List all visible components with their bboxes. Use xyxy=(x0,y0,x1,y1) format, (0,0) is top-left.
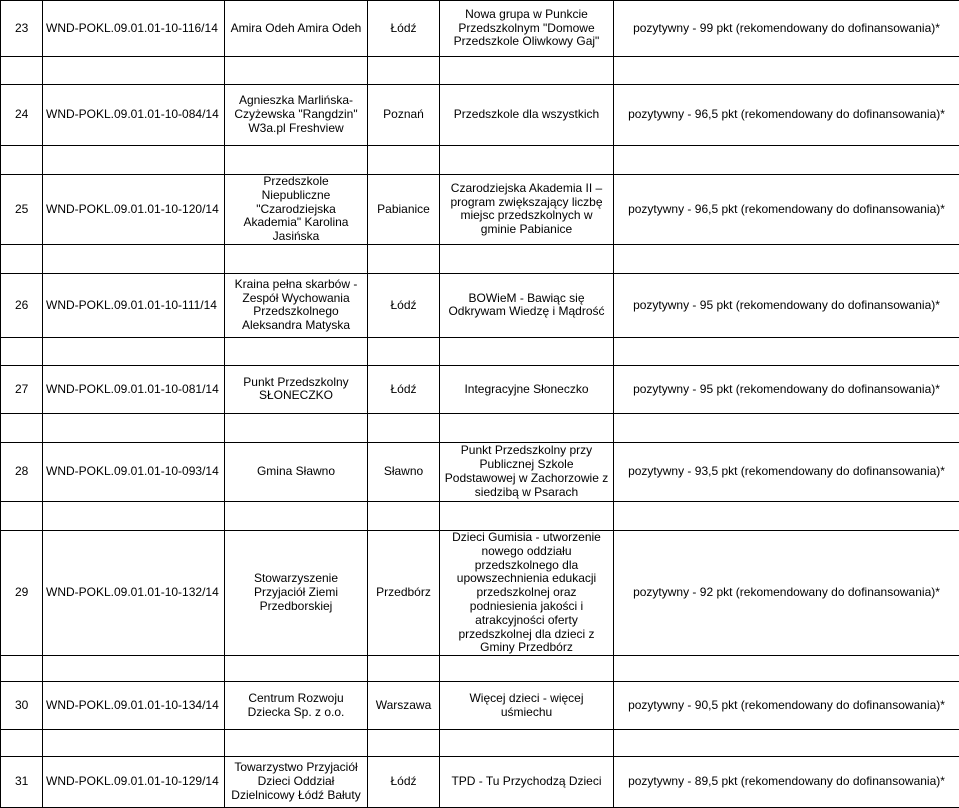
table-row xyxy=(1,442,959,501)
spacer-cell xyxy=(440,413,614,442)
spacer-cell xyxy=(43,730,225,757)
spacer-cell xyxy=(440,337,614,365)
applicant-name: Punkt Przedszkolny SŁONECZKO xyxy=(225,365,368,413)
project-title: Punkt Przedszkolny przy Publicznej Szkole Podstawowej w Zachorzowie z siedzibą w Psarach xyxy=(440,442,614,501)
evaluation-result: pozytywny - 96,5 pkt (rekomendowany do dofinansowania)* xyxy=(614,175,959,245)
spacer-cell xyxy=(225,656,368,682)
applicant-name: Gmina Sławno xyxy=(225,442,368,501)
spacer-cell xyxy=(1,337,43,365)
spacer-cell xyxy=(614,146,959,175)
table-row xyxy=(1,365,959,413)
project-title: Integracyjne Słoneczko xyxy=(440,365,614,413)
spacer-cell xyxy=(440,656,614,682)
row-number: 31 xyxy=(1,757,43,808)
spacer-cell xyxy=(440,501,614,530)
application-number: WND-POKL.09.01.01-10-084/14 xyxy=(43,85,225,146)
spacer-cell xyxy=(43,413,225,442)
spacer-cell xyxy=(614,413,959,442)
spacer-cell xyxy=(614,501,959,530)
row-spacer xyxy=(1,730,959,757)
row-spacer xyxy=(1,146,959,175)
applicant-name: Stowarzyszenie Przyjaciół Ziemi Przedborskiej xyxy=(225,530,368,655)
spacer-cell xyxy=(225,337,368,365)
row-spacer xyxy=(1,413,959,442)
spacer-cell xyxy=(1,730,43,757)
spacer-cell xyxy=(225,413,368,442)
table-row xyxy=(1,273,959,337)
spacer-cell xyxy=(43,57,225,85)
spacer-cell xyxy=(43,501,225,530)
applicant-city: Przedbórz xyxy=(368,530,440,655)
applicant-name: Amira Odeh Amira Odeh xyxy=(225,1,368,57)
applicant-name: Centrum Rozwoju Dziecka Sp. z o.o. xyxy=(225,682,368,730)
application-number: WND-POKL.09.01.01-10-093/14 xyxy=(43,442,225,501)
spacer-cell xyxy=(225,146,368,175)
evaluation-result: pozytywny - 95 pkt (rekomendowany do dofinansowania)* xyxy=(614,365,959,413)
applicant-city: Łódź xyxy=(368,1,440,57)
spacer-cell xyxy=(225,57,368,85)
spacer-cell xyxy=(614,337,959,365)
row-number: 26 xyxy=(1,273,43,337)
project-title: TPD - Tu Przychodzą Dzieci xyxy=(440,757,614,808)
spacer-cell xyxy=(43,337,225,365)
spacer-cell xyxy=(368,146,440,175)
evaluation-result: pozytywny - 89,5 pkt (rekomendowany do dofinansowania)* xyxy=(614,757,959,808)
row-number: 24 xyxy=(1,85,43,146)
table-row xyxy=(1,530,959,655)
spacer-cell xyxy=(1,413,43,442)
row-number: 29 xyxy=(1,530,43,655)
applicant-name: Agnieszka Marlińska-Czyżewska "Rangdzin" W3a.pl Freshview xyxy=(225,85,368,146)
application-number: WND-POKL.09.01.01-10-134/14 xyxy=(43,682,225,730)
projects-table-body xyxy=(1,1,959,808)
spacer-cell xyxy=(440,244,614,273)
spacer-cell xyxy=(43,146,225,175)
applicant-city: Łódź xyxy=(368,365,440,413)
spacer-cell xyxy=(614,244,959,273)
spacer-cell xyxy=(225,244,368,273)
spacer-cell xyxy=(225,501,368,530)
applicant-city: Łódź xyxy=(368,273,440,337)
project-title: BOWieM - Bawiąc się Odkrywam Wiedzę i Mądrość xyxy=(440,273,614,337)
project-title: Przedszkole dla wszystkich xyxy=(440,85,614,146)
spacer-cell xyxy=(440,57,614,85)
spacer-cell xyxy=(43,244,225,273)
applicant-city: Poznań xyxy=(368,85,440,146)
evaluation-result: pozytywny - 95 pkt (rekomendowany do dofinansowania)* xyxy=(614,273,959,337)
row-spacer xyxy=(1,337,959,365)
row-number: 28 xyxy=(1,442,43,501)
row-number: 25 xyxy=(1,175,43,245)
project-title: Dzieci Gumisia - utworzenie nowego oddziału przedszkolnego dla upowszechnienia edukacji przedszkolnej oraz podniesienia jakości i atrakcyjności oferty przedszkolnej dla dzieci z Gminy Przedbórz xyxy=(440,530,614,655)
project-title: Nowa grupa w Punkcie Przedszkolnym "Domowe Przedszkole Oliwkowy Gaj" xyxy=(440,1,614,57)
spacer-cell xyxy=(368,501,440,530)
spacer-cell xyxy=(1,57,43,85)
spacer-cell xyxy=(614,656,959,682)
applicant-city: Warszawa xyxy=(368,682,440,730)
applicant-city: Pabianice xyxy=(368,175,440,245)
evaluation-result: pozytywny - 90,5 pkt (rekomendowany do dofinansowania)* xyxy=(614,682,959,730)
application-number: WND-POKL.09.01.01-10-116/14 xyxy=(43,1,225,57)
applicant-city: Łódź xyxy=(368,757,440,808)
spacer-cell xyxy=(225,730,368,757)
project-title: Więcej dzieci - więcej uśmiechu xyxy=(440,682,614,730)
application-number: WND-POKL.09.01.01-10-120/14 xyxy=(43,175,225,245)
spacer-cell xyxy=(614,57,959,85)
evaluation-result: pozytywny - 93,5 pkt (rekomendowany do dofinansowania)* xyxy=(614,442,959,501)
row-spacer xyxy=(1,501,959,530)
application-number: WND-POKL.09.01.01-10-081/14 xyxy=(43,365,225,413)
application-number: WND-POKL.09.01.01-10-111/14 xyxy=(43,273,225,337)
spacer-cell xyxy=(368,337,440,365)
spacer-cell xyxy=(368,656,440,682)
applicant-name: Towarzystwo Przyjaciół Dzieci Oddział Dzielnicowy Łódź Bałuty xyxy=(225,757,368,808)
table-row xyxy=(1,175,959,245)
row-spacer xyxy=(1,57,959,85)
table-row xyxy=(1,85,959,146)
evaluation-result: pozytywny - 92 pkt (rekomendowany do dofinansowania)* xyxy=(614,530,959,655)
application-number: WND-POKL.09.01.01-10-129/14 xyxy=(43,757,225,808)
applicant-city: Sławno xyxy=(368,442,440,501)
table-row xyxy=(1,1,959,57)
evaluation-result: pozytywny - 99 pkt (rekomendowany do dofinansowania)* xyxy=(614,1,959,57)
spacer-cell xyxy=(43,656,225,682)
spacer-cell xyxy=(1,244,43,273)
applicant-name: Przedszkole Niepubliczne "Czarodziejska Akademia" Karolina Jasińska xyxy=(225,175,368,245)
spacer-cell xyxy=(368,730,440,757)
spacer-cell xyxy=(368,57,440,85)
project-title: Czarodziejska Akademia II – program zwiększający liczbę miejsc przedszkolnych w gminie Pabianice xyxy=(440,175,614,245)
row-spacer xyxy=(1,656,959,682)
spacer-cell xyxy=(1,146,43,175)
spacer-cell xyxy=(440,730,614,757)
spacer-cell xyxy=(1,656,43,682)
table-row xyxy=(1,757,959,808)
row-number: 30 xyxy=(1,682,43,730)
spacer-cell xyxy=(1,501,43,530)
applicant-name: Kraina pełna skarbów - Zespół Wychowania Przedszkolnego Aleksandra Matyska xyxy=(225,273,368,337)
spacer-cell xyxy=(440,146,614,175)
evaluation-result: pozytywny - 96,5 pkt (rekomendowany do dofinansowania)* xyxy=(614,85,959,146)
table-row xyxy=(1,682,959,730)
spacer-cell xyxy=(368,244,440,273)
row-number: 23 xyxy=(1,1,43,57)
row-number: 27 xyxy=(1,365,43,413)
row-spacer xyxy=(1,244,959,273)
spacer-cell xyxy=(614,730,959,757)
application-number: WND-POKL.09.01.01-10-132/14 xyxy=(43,530,225,655)
spacer-cell xyxy=(368,413,440,442)
